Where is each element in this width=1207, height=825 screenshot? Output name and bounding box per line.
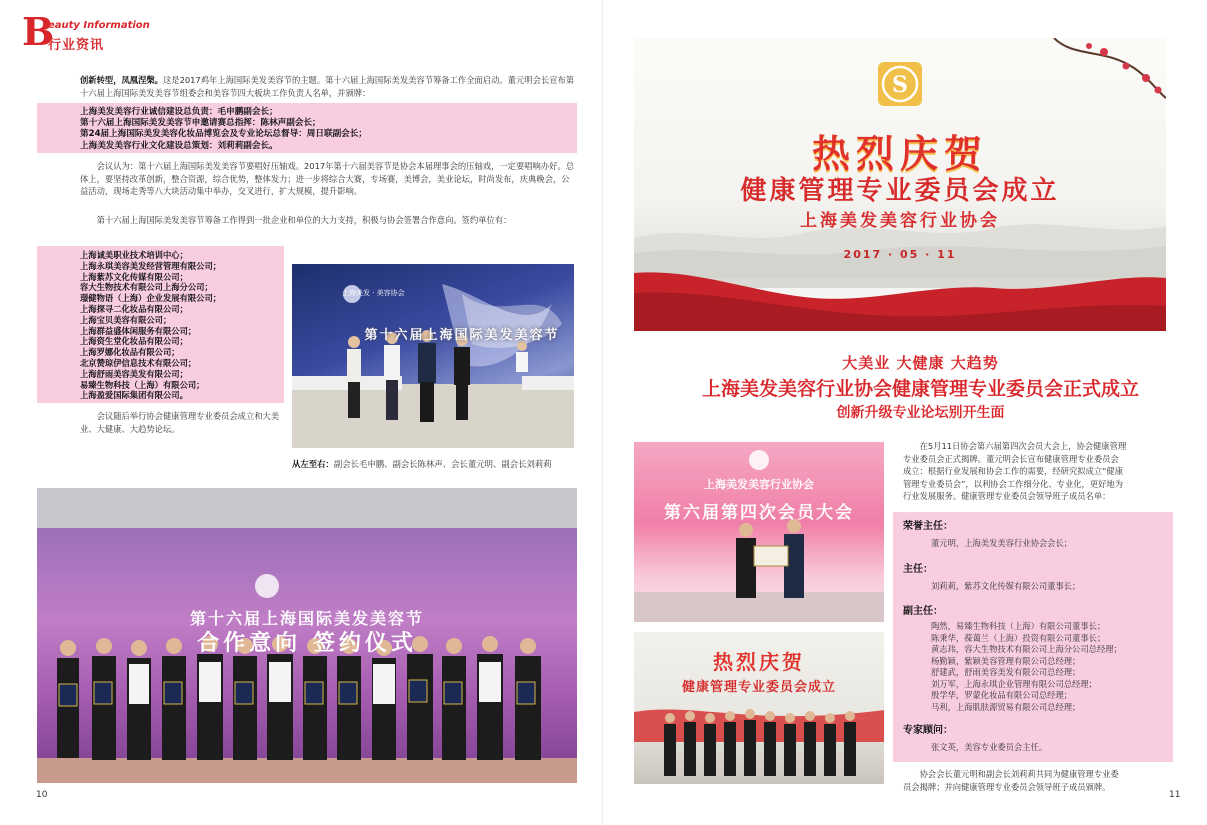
banner-date: 2017 · 05 · 11 xyxy=(843,248,957,261)
intro-text: 这是2017鸡年上海国际美发美容节的主题。第十六届上海国际美发美容节筹备工作全面启动。董元明会长宣布第十六届上海国际美发美容节组委会和美容节四大板块工作负责人名单，并颁牌： xyxy=(80,75,575,98)
vice-member: 陈秉华，葆蔼兰（上海）投资有限公司董事长； xyxy=(931,632,1106,643)
photo-vice-presidents-banner: 第十六届上海国际美发美容节 xyxy=(364,328,560,343)
honorary-title: 荣誉主任： xyxy=(903,521,953,532)
signer-item: 上海罗娜化妆品有限公司； xyxy=(80,347,180,358)
section-header xyxy=(22,9,222,60)
vice-list xyxy=(903,621,1167,713)
intro-lead: 创新转型，凤凰涅槃。 xyxy=(80,75,163,85)
right-page xyxy=(603,0,1207,825)
signing-banner-line1: 第十六届上海国际美发美容节 xyxy=(189,609,424,628)
congress-banner-line1: 上海美发美容行业协会 xyxy=(704,478,814,491)
signer-item: 上海舒雨美容美发有限公司； xyxy=(80,368,188,379)
photo-member-congress-scene xyxy=(634,442,884,622)
congress-banner-line2: 第六届第四次会员大会 xyxy=(664,503,854,523)
headline-main: 上海美发美容行业协会健康管理专业委员会正式成立 xyxy=(701,378,1139,400)
header-english: eauty Information xyxy=(48,20,150,31)
vice-member: 殷学华，罗蒙化妆品有限公司总经理； xyxy=(931,690,1073,700)
vice-member: 黄志玮，容大生物技术有限公司上海分公司总经理； xyxy=(931,644,1122,654)
leader-item: 第24届上海国际美发美容化妆品博览会及专业论坛总督导：周日联副会长； xyxy=(80,129,367,140)
meeting-paragraph: 会议认为：第十六届上海国际美发美容节要唱好压轴戏。2017年第十六届美容节是协会本届理事会的压轴戏，一定要唱响办好。总体上，要坚持改革创新，整合资源，综合优势，整体发力；进一步将综合大赛，专场赛，美博会，美业论坛，时尚发布，庆典晚会，公益活动，现场走秀等八大块活动集中举办，交叉进行，扩大规模，提升影响。 xyxy=(80,161,575,196)
leader-item: 第十六届上海国际美发美容节申邀请赛总指挥：陈林声副会长； xyxy=(80,118,321,129)
header-logo-letter: B xyxy=(22,9,55,54)
caption-text: 副会长毛申鹏、副会长陈林声、会长董元明、副会长刘莉莉 xyxy=(333,459,552,469)
signer-item: 上海盈爱国际集团有限公司。 xyxy=(80,390,188,401)
vice-member: 舒建武，舒雨美容美发有限公司总经理； xyxy=(931,667,1081,677)
leader-item: 上海美发美容行业诚信建设总负责：毛申鹏副会长； xyxy=(80,107,278,117)
photo-committee-founding xyxy=(634,632,884,784)
leaders-list xyxy=(80,107,570,152)
signer-item: 容大生物技术有限公司上海分公司； xyxy=(80,282,213,293)
vice-member: 杨勤颖，紫颖美容管理有限公司总经理； xyxy=(931,655,1081,666)
headline-sub: 创新升级专业论坛别开生面 xyxy=(836,405,1005,421)
vice-member: 马利，上海肌肤源贸易有限公司总经理； xyxy=(931,701,1081,712)
committee-intro: 在5月11日协会第六届第四次会员大会上，协会健康管理专业委员会正式揭牌。董元明会长宣布健康管理专业委员会成立：根据行业发展和协会工作的需要，经研究拟成立“健康管理专业委员会”，以利协会工作细分化、专业化，更好地为行业发展服务。健康管理专业委员会领导班子成员名单： xyxy=(903,441,1127,501)
advisor-member: 张文英，美容专业委员会主任。 xyxy=(931,742,1048,752)
vice-title: 副主任： xyxy=(903,606,943,617)
director-title: 主任： xyxy=(903,563,933,575)
page-number-right: 11 xyxy=(1169,790,1181,800)
caption-lead: 从左至右： xyxy=(292,459,334,469)
photo-vice-presidents xyxy=(292,264,574,448)
founding-banner-line2: 健康管理专业委员会成立 xyxy=(681,680,836,695)
signer-item: 上海探寻二化妆品有限公司； xyxy=(80,303,188,314)
signer-item: 上海诚美职业技术培训中心； xyxy=(80,250,188,260)
header-chinese: 行业资讯 xyxy=(48,38,105,53)
banner-title-committee: 健康管理专业委员会成立 xyxy=(740,176,1060,206)
signer-item: 上海群益盛体闲服务有限公司； xyxy=(80,325,197,336)
advisor-title: 专家顾问： xyxy=(903,725,953,736)
vice-member: 刘万军，上海永琪企业管理有限公司总经理； xyxy=(931,678,1097,689)
page-number-left: 10 xyxy=(36,790,48,800)
leader-item: 上海美发美容行业文化建设总策划：刘莉莉副会长。 xyxy=(80,140,278,151)
honorary-member: 董元明，上海美发美容行业协会会长； xyxy=(931,538,1073,548)
signer-item: 上海宝贝美容有限公司； xyxy=(80,314,172,325)
signing-banner-line2: 合作意向 签约仪式 xyxy=(197,631,417,656)
photo-vice-presidents-caption xyxy=(292,458,552,470)
signers-list xyxy=(80,250,290,401)
committee-members xyxy=(903,514,1167,754)
photo-member-congress xyxy=(634,442,884,622)
signer-item: 北京赞琼伊信息技术有限公司； xyxy=(80,357,197,368)
association-logo xyxy=(878,62,922,106)
photo-vice-presidents-logo: 上海美发 · 美容协会 xyxy=(342,289,405,297)
founding-banner-line1: 热烈庆贺 xyxy=(713,650,805,674)
left-page xyxy=(0,0,603,825)
forum-paragraph: 会议随后举行协会健康管理专业委员会成立和大美业、大健康、大趋势论坛。 xyxy=(80,411,280,434)
svg-text:S: S xyxy=(892,72,908,98)
signer-item: 上海永琪美容美发经营管理有限公司； xyxy=(80,260,222,271)
director-member: 刘莉莉，紫苏文化传媒有限公司董事长； xyxy=(931,580,1081,591)
celebration-banner xyxy=(634,38,1166,331)
banner-title-celebrate: 热烈庆贺 xyxy=(811,132,988,176)
photo-signing-ceremony xyxy=(37,488,577,783)
signer-item: 上海紫苏文化传媒有限公司； xyxy=(80,271,188,282)
photo-vice-presidents-scene xyxy=(292,264,574,448)
signer-item: 璟健物语（上海）企业发展有限公司； xyxy=(80,293,222,304)
closing-paragraph: 协会会长董元明和副会长刘莉莉共同为健康管理专业委员会揭牌；并向健康管理专业委员会领导班子成员颁牌。 xyxy=(903,769,1119,792)
signer-item: 上海资生堂化妆品有限公司； xyxy=(80,336,188,347)
banner-title-association: 上海美发美容行业协会 xyxy=(800,211,1000,231)
headline-top: 大美业 大健康 大趋势 xyxy=(842,354,999,372)
signer-item: 易臻生物科技（上海）有限公司； xyxy=(80,379,205,390)
support-paragraph: 第十六届上海国际美发美容节筹备工作得到一批企业和单位的大力支持，积极与协会签署合作意向。签约单位有： xyxy=(96,215,512,225)
intro-paragraph xyxy=(80,74,576,99)
vice-member: 陶然，易臻生物科技（上海）有限公司董事长； xyxy=(931,621,1106,631)
